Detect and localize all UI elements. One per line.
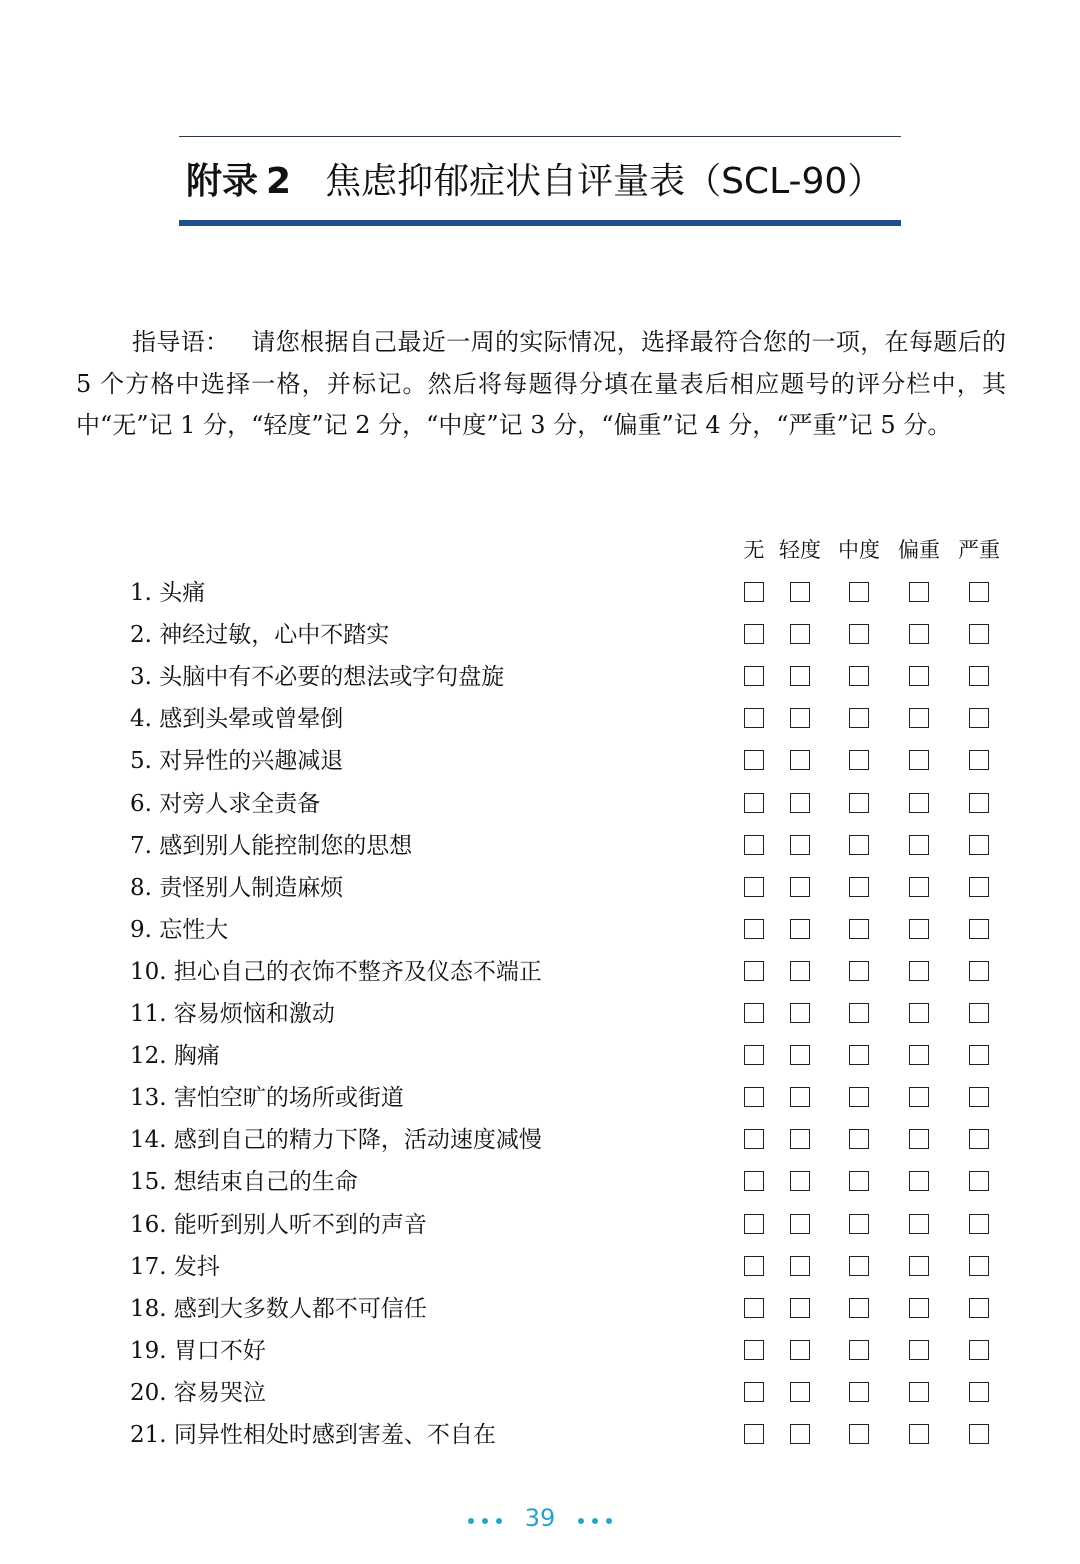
- question-row: [0, 1288, 1080, 1330]
- column-header-5: 严重: [958, 538, 1000, 562]
- rating-checkbox-5[interactable]: [969, 1382, 989, 1402]
- rating-checkbox-3[interactable]: [849, 1129, 869, 1149]
- instructions-label: 指导语：: [132, 328, 230, 356]
- rating-checkbox-4[interactable]: [909, 1382, 929, 1402]
- rating-checkbox-3[interactable]: [849, 961, 869, 981]
- rating-checkbox-5[interactable]: [969, 624, 989, 644]
- question-row: [0, 1414, 1080, 1456]
- question-text: 12. 胸痛: [130, 1043, 220, 1070]
- question-text: 6. 对旁人求全责备: [130, 790, 321, 817]
- rating-checkbox-2[interactable]: [790, 582, 810, 602]
- question-row: [0, 783, 1080, 825]
- question-row: [0, 1204, 1080, 1246]
- rating-checkbox-5[interactable]: [969, 1171, 989, 1191]
- rating-checkbox-3[interactable]: [849, 1171, 869, 1191]
- rating-checkbox-3[interactable]: [849, 919, 869, 939]
- rating-checkbox-3[interactable]: [849, 1424, 869, 1444]
- rating-checkbox-3[interactable]: [849, 1382, 869, 1402]
- rating-checkbox-1[interactable]: [744, 1171, 764, 1191]
- rating-checkbox-4[interactable]: [909, 750, 929, 770]
- footer-dots-left: [464, 1509, 506, 1528]
- rating-checkbox-2[interactable]: [790, 1298, 810, 1318]
- question-row: [0, 1372, 1080, 1414]
- rating-checkbox-3[interactable]: [849, 1214, 869, 1234]
- rating-checkbox-5[interactable]: [969, 793, 989, 813]
- rating-checkbox-5[interactable]: [969, 919, 989, 939]
- rating-checkbox-1[interactable]: [744, 582, 764, 602]
- rating-checkbox-5[interactable]: [969, 1214, 989, 1234]
- rating-checkbox-2[interactable]: [790, 1087, 810, 1107]
- rating-checkbox-3[interactable]: [849, 1087, 869, 1107]
- rating-checkbox-1[interactable]: [744, 835, 764, 855]
- rating-checkbox-2[interactable]: [790, 750, 810, 770]
- rating-checkbox-1[interactable]: [744, 1340, 764, 1360]
- rating-checkbox-2[interactable]: [790, 919, 810, 939]
- rating-checkbox-4[interactable]: [909, 1298, 929, 1318]
- rating-checkbox-2[interactable]: [790, 1382, 810, 1402]
- rating-checkbox-4[interactable]: [909, 961, 929, 981]
- rating-checkbox-5[interactable]: [969, 961, 989, 981]
- rating-checkbox-1[interactable]: [744, 961, 764, 981]
- page-footer: [0, 1498, 1080, 1538]
- rating-checkbox-2[interactable]: [790, 624, 810, 644]
- rating-checkbox-4[interactable]: [909, 1214, 929, 1234]
- rating-checkbox-4[interactable]: [909, 1256, 929, 1276]
- rating-checkbox-1[interactable]: [744, 1424, 764, 1444]
- question-text: 4. 感到头晕或曾晕倒: [130, 706, 344, 733]
- rating-checkbox-1[interactable]: [744, 1382, 764, 1402]
- rating-column-headers: [0, 533, 1080, 567]
- question-text: 17. 发抖: [130, 1253, 220, 1280]
- question-row: [0, 740, 1080, 782]
- rating-checkbox-4[interactable]: [909, 582, 929, 602]
- footer-dots-right: [574, 1509, 616, 1528]
- rating-checkbox-5[interactable]: [969, 1340, 989, 1360]
- title-bottom-rule: [179, 220, 901, 226]
- rating-checkbox-3[interactable]: [849, 666, 869, 686]
- rating-checkbox-1[interactable]: [744, 708, 764, 728]
- rating-checkbox-4[interactable]: [909, 1045, 929, 1065]
- instructions-text: 请您根据自己最近一周的实际情况，选择最符合您的一项，在每题后的 5 个方格中选择一格，并标记。然后将每题得分填在量表后相应题号的评分栏中，其中“无”记 1 分，“轻度”记 2 分，“中度”记 3 分，“偏重”记 4 分，“严重”记 5 分。: [76, 328, 1007, 439]
- rating-checkbox-2[interactable]: [790, 1171, 810, 1191]
- question-text: 18. 感到大多数人都不可信任: [130, 1295, 427, 1322]
- question-row: [0, 951, 1080, 993]
- question-text: 14. 感到自己的精力下降，活动速度减慢: [130, 1127, 542, 1154]
- question-row: [0, 825, 1080, 867]
- rating-checkbox-3[interactable]: [849, 835, 869, 855]
- rating-checkbox-5[interactable]: [969, 1087, 989, 1107]
- rating-checkbox-1[interactable]: [744, 1087, 764, 1107]
- rating-checkbox-2[interactable]: [790, 1256, 810, 1276]
- question-text: 3. 头脑中有不必要的想法或字句盘旋: [130, 664, 505, 691]
- rating-checkbox-3[interactable]: [849, 1256, 869, 1276]
- rating-checkbox-4[interactable]: [909, 835, 929, 855]
- question-text: 2. 神经过敏，心中不踏实: [130, 622, 390, 649]
- rating-checkbox-1[interactable]: [744, 666, 764, 686]
- rating-checkbox-1[interactable]: [744, 793, 764, 813]
- rating-checkbox-5[interactable]: [969, 1045, 989, 1065]
- rating-checkbox-4[interactable]: [909, 666, 929, 686]
- rating-checkbox-3[interactable]: [849, 1045, 869, 1065]
- rating-checkbox-3[interactable]: [849, 708, 869, 728]
- rating-checkbox-4[interactable]: [909, 708, 929, 728]
- question-text: 7. 感到别人能控制您的思想: [130, 832, 413, 859]
- question-text: 13. 害怕空旷的场所或街道: [130, 1085, 404, 1112]
- rating-checkbox-4[interactable]: [909, 1171, 929, 1191]
- question-row: [0, 1077, 1080, 1119]
- appendix-label: 附录: [186, 161, 259, 202]
- question-row: [0, 614, 1080, 656]
- rating-checkbox-5[interactable]: [969, 666, 989, 686]
- question-text: 1. 头痛: [130, 580, 206, 606]
- rating-checkbox-1[interactable]: [744, 919, 764, 939]
- question-text: 11. 容易烦恼和激动: [130, 1001, 335, 1027]
- rating-checkbox-1[interactable]: [744, 750, 764, 770]
- question-text: 20. 容易哭泣: [130, 1379, 266, 1406]
- question-row: [0, 698, 1080, 740]
- question-row: [0, 1330, 1080, 1372]
- rating-checkbox-5[interactable]: [969, 750, 989, 770]
- question-row: [0, 993, 1080, 1035]
- rating-checkbox-2[interactable]: [790, 666, 810, 686]
- rating-checkbox-5[interactable]: [969, 582, 989, 602]
- question-row: [0, 1119, 1080, 1161]
- rating-checkbox-3[interactable]: [849, 1340, 869, 1360]
- rating-checkbox-2[interactable]: [790, 1045, 810, 1065]
- column-header-3: 中度: [838, 538, 880, 562]
- title-top-rule: [179, 136, 901, 137]
- rating-checkbox-4[interactable]: [909, 1129, 929, 1149]
- question-text: 5. 对异性的兴趣减退: [130, 748, 344, 775]
- rating-checkbox-2[interactable]: [790, 835, 810, 855]
- question-row: [0, 656, 1080, 698]
- question-text: 15. 想结束自己的生命: [130, 1169, 358, 1196]
- rating-checkbox-2[interactable]: [790, 961, 810, 981]
- rating-checkbox-4[interactable]: [909, 1424, 929, 1444]
- rating-checkbox-3[interactable]: [849, 793, 869, 813]
- rating-checkbox-4[interactable]: [909, 1340, 929, 1360]
- rating-checkbox-4[interactable]: [909, 919, 929, 939]
- instructions-paragraph: [76, 322, 1006, 447]
- question-text: 10. 担心自己的衣饰不整齐及仪态不端正: [130, 958, 542, 985]
- rating-checkbox-3[interactable]: [849, 1003, 869, 1023]
- rating-checkbox-2[interactable]: [790, 1340, 810, 1360]
- question-text: 19. 胃口不好: [130, 1337, 266, 1364]
- question-text: 9. 忘性大: [130, 916, 229, 943]
- column-header-2: 轻度: [779, 538, 821, 562]
- rating-checkbox-5[interactable]: [969, 877, 989, 897]
- rating-checkbox-1[interactable]: [744, 1298, 764, 1318]
- rating-checkbox-3[interactable]: [849, 1298, 869, 1318]
- rating-checkbox-5[interactable]: [969, 1298, 989, 1318]
- page-title: [186, 150, 906, 214]
- rating-checkbox-1[interactable]: [744, 1003, 764, 1023]
- rating-checkbox-1[interactable]: [744, 1045, 764, 1065]
- question-row: [0, 1035, 1080, 1077]
- rating-checkbox-2[interactable]: [790, 793, 810, 813]
- rating-checkbox-4[interactable]: [909, 624, 929, 644]
- rating-checkbox-1[interactable]: [744, 877, 764, 897]
- rating-checkbox-2[interactable]: [790, 877, 810, 897]
- rating-checkbox-1[interactable]: [744, 1214, 764, 1234]
- rating-checkbox-2[interactable]: [790, 1214, 810, 1234]
- rating-checkbox-3[interactable]: [849, 624, 869, 644]
- rating-checkbox-2[interactable]: [790, 708, 810, 728]
- rating-checkbox-4[interactable]: [909, 793, 929, 813]
- rating-checkbox-5[interactable]: [969, 708, 989, 728]
- rating-checkbox-3[interactable]: [849, 750, 869, 770]
- column-header-1: 无: [743, 538, 765, 562]
- page-number: 39: [524, 1504, 556, 1532]
- rating-checkbox-1[interactable]: [744, 624, 764, 644]
- rating-checkbox-2[interactable]: [790, 1129, 810, 1149]
- rating-checkbox-2[interactable]: [790, 1003, 810, 1023]
- rating-checkbox-5[interactable]: [969, 1424, 989, 1444]
- rating-checkbox-5[interactable]: [969, 1256, 989, 1276]
- appendix-number: 2: [266, 161, 292, 202]
- rating-checkbox-5[interactable]: [969, 1129, 989, 1149]
- rating-checkbox-3[interactable]: [849, 877, 869, 897]
- rating-checkbox-4[interactable]: [909, 1087, 929, 1107]
- rating-checkbox-4[interactable]: [909, 877, 929, 897]
- rating-checkbox-4[interactable]: [909, 1003, 929, 1023]
- rating-checkbox-5[interactable]: [969, 1003, 989, 1023]
- rating-checkbox-1[interactable]: [744, 1256, 764, 1276]
- question-row: [0, 867, 1080, 909]
- scale-title: 焦虑抑郁症状自评量表（SCL-90）: [325, 161, 884, 202]
- question-text: 21. 同异性相处时感到害羞、不自在: [130, 1422, 496, 1448]
- rating-checkbox-1[interactable]: [744, 1129, 764, 1149]
- question-row: [0, 1246, 1080, 1288]
- question-text: 16. 能听到别人听不到的声音: [130, 1211, 427, 1238]
- question-row: [0, 572, 1080, 614]
- rating-checkbox-3[interactable]: [849, 582, 869, 602]
- question-row: [0, 909, 1080, 951]
- rating-checkbox-2[interactable]: [790, 1424, 810, 1444]
- question-row: [0, 1161, 1080, 1203]
- rating-checkbox-5[interactable]: [969, 835, 989, 855]
- column-header-4: 偏重: [898, 538, 940, 562]
- question-text: 8. 责怪别人制造麻烦: [130, 874, 344, 901]
